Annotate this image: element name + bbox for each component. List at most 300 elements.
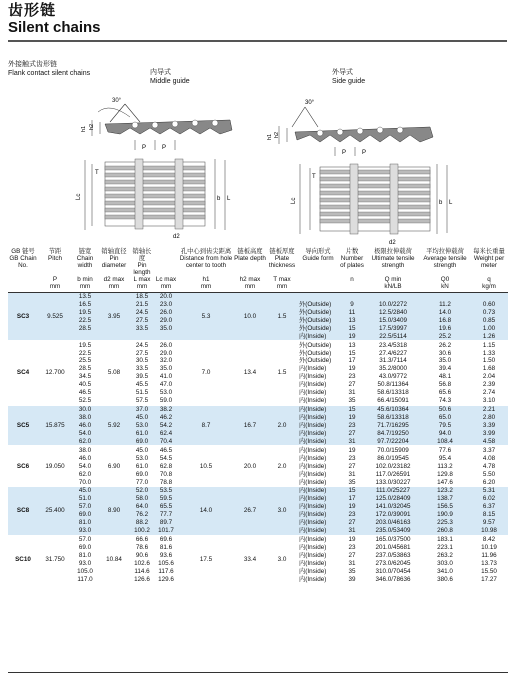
guide-form-cell: 内(Inside)	[298, 519, 338, 527]
column-header-cn: 链宽	[78, 248, 92, 255]
weight-cell: 2.80	[470, 414, 508, 422]
plates-cell: 9	[338, 301, 366, 309]
average-strength-cell: 147.6	[437, 478, 453, 486]
pin-length-l-cell: 78.6	[135, 544, 149, 552]
average-strength-cell: 65.6	[438, 389, 452, 397]
ultimate-strength-cell: 201.0/45681	[375, 544, 411, 552]
weight-cell: 1.00	[470, 324, 508, 332]
chain-width-cell: 40.5	[78, 381, 92, 389]
pin-length-l-cell: 53.0	[135, 454, 149, 462]
pin-diameter-cell: 8.90	[98, 487, 130, 536]
ultimate-strength-cell: 71.7/16295	[366, 422, 420, 430]
chain-width-cell: 38.0	[72, 414, 98, 422]
ultimate-strength-cell: 23.4/5318	[366, 341, 420, 349]
ultimate-strength-cell: 31.3/7114	[379, 357, 407, 365]
ultimate-strength-cell: 133.0/30227	[375, 478, 411, 486]
side-pitch-label-2: P	[362, 150, 367, 156]
average-strength-cell: 138.7	[420, 495, 470, 503]
plate-thickness-cell: 2.0	[266, 405, 298, 446]
h1-cell: 14.0	[178, 487, 234, 536]
pin-length-lc-cell: 29.0	[154, 316, 178, 324]
side-l-label: L	[449, 200, 453, 206]
plates-cell: 13	[338, 316, 366, 324]
pin-length-l-cell: 64.0	[130, 503, 154, 511]
column-header-cn: 节距	[48, 248, 62, 255]
side-lc-label: Lc	[291, 197, 297, 204]
plate-depth-cell: 16.7	[234, 405, 266, 446]
pin-diameter-cell: 5.92	[98, 405, 130, 446]
ultimate-strength-cell: 117.0/26591	[375, 470, 411, 478]
pin-length-l-cell: 61.0	[135, 462, 149, 470]
average-strength-cell: 35.0	[438, 357, 452, 365]
ultimate-strength-cell: 203.0/46163	[366, 519, 420, 527]
plate-thickness-cell: 1.5	[266, 341, 298, 406]
pin-length-l-cell: 88.2	[130, 519, 154, 527]
plate-thickness-cell: 1.5	[266, 292, 298, 341]
d2-label: d2	[173, 234, 180, 240]
average-strength-cell: 263.2	[437, 551, 453, 559]
plates-cell: 39	[348, 575, 356, 583]
column-unit	[8, 283, 38, 292]
average-strength-cell: 94.0	[420, 430, 470, 438]
plates-cell: 15	[338, 405, 366, 413]
average-strength-cell: 108.4	[420, 437, 470, 445]
guide-form-cell: 外(Outside)	[299, 349, 332, 357]
column-header-en: Chain width	[76, 255, 94, 270]
chain-number-cell: SC10	[8, 535, 38, 583]
average-strength-cell: 303.0	[437, 559, 453, 567]
weight-cell: 4.08	[482, 454, 496, 462]
pin-length-lc-cell: 59.0	[159, 397, 173, 405]
page-title-en: Silent chains	[8, 19, 101, 36]
column-header-en: GB Chain No.	[9, 255, 37, 270]
chain-width-cell	[72, 332, 98, 340]
pin-length-lc-cell: 105.6	[158, 559, 174, 567]
guide-form-cell: 内(Inside)	[299, 575, 327, 583]
column-header-en: Plate thickness	[268, 255, 296, 270]
average-strength-cell: 95.4	[438, 454, 452, 462]
middle-guide-diagram	[70, 92, 250, 242]
plate-depth-cell: 13.4	[234, 341, 266, 406]
plates-cell: 19	[338, 446, 366, 454]
pin-length-l-cell: 27.5	[135, 349, 149, 357]
column-header-en: Number of plates	[340, 255, 364, 270]
pitch-label-1: P	[142, 145, 147, 151]
h1-cell: 17.5	[178, 535, 234, 583]
plates-cell: 27	[338, 430, 366, 438]
column-header-cn: 链板高度	[237, 248, 263, 255]
ultimate-strength-cell: 43.0/9772	[378, 373, 407, 381]
column-unit: mm	[72, 283, 98, 292]
subtitle	[8, 60, 90, 78]
side-angle-label: 30°	[305, 100, 315, 106]
column-header	[338, 248, 366, 276]
column-header-en: Average tensile strength	[423, 255, 467, 270]
pin-length-l-cell: 33.5	[135, 365, 149, 373]
column-header	[266, 248, 298, 276]
average-strength-cell: 380.6	[437, 575, 453, 583]
l-label: L	[227, 196, 231, 202]
average-strength-cell: 77.6	[420, 446, 470, 454]
weight-cell: 2.21	[470, 405, 508, 413]
header-unit-row	[8, 283, 508, 292]
ultimate-strength-cell: 111.0/25227	[366, 487, 420, 495]
column-unit: mm	[234, 283, 266, 292]
column-unit: kg/m	[470, 283, 508, 292]
pin-length-l-cell: 45.5	[135, 381, 149, 389]
guide-form-cell: 内(Inside)	[298, 430, 338, 438]
chain-width-cell: 46.5	[78, 389, 92, 397]
column-unit: mm	[38, 283, 72, 292]
guide-form-cell: 内(Inside)	[298, 527, 338, 535]
plates-cell: 19	[338, 503, 366, 511]
column-symbol: Q0	[420, 276, 470, 283]
pin-length-l-cell: 24.5	[130, 341, 154, 349]
spec-table	[8, 248, 508, 583]
average-strength-cell	[420, 292, 470, 300]
weight-cell: 1.50	[482, 357, 496, 365]
weight-cell: 2.74	[482, 389, 496, 397]
weight-cell: 17.27	[481, 575, 497, 583]
ultimate-strength-cell: 50.8/11364	[377, 381, 409, 389]
page-title-cn: 齿形链	[8, 2, 57, 19]
weight-cell: 8.42	[470, 535, 508, 543]
weight-cell: 4.58	[470, 437, 508, 445]
table-bottom-border	[8, 672, 508, 673]
plates-cell: 19	[338, 332, 366, 340]
weight-cell: 1.26	[470, 332, 508, 340]
pin-length-l-cell: 51.5	[135, 389, 149, 397]
pin-length-lc-cell: 53.5	[154, 487, 178, 495]
column-unit	[338, 283, 366, 292]
pin-length-lc-cell: 41.0	[159, 373, 173, 381]
plates-cell: 31	[338, 437, 366, 445]
pin-length-l-cell: 57.5	[135, 397, 149, 405]
pin-length-lc-cell: 93.6	[159, 551, 173, 559]
table-body	[8, 292, 508, 583]
plate-thickness-cell: 3.0	[266, 487, 298, 536]
chain-width-cell: 81.0	[78, 551, 92, 559]
guide-form-cell: 内(Inside)	[298, 446, 338, 454]
ultimate-strength-cell: 235.0/53409	[366, 527, 420, 535]
guide-form-cell: 内(Inside)	[298, 503, 338, 511]
weight-cell: 1.15	[470, 341, 508, 349]
pitch-cell: 9.525	[38, 292, 72, 341]
pin-length-l-cell: 37.0	[130, 405, 154, 413]
guide-form-cell: 内(Inside)	[299, 551, 327, 559]
ultimate-strength-cell: 97.7/22204	[366, 437, 420, 445]
weight-cell: 15.50	[481, 567, 497, 575]
ultimate-strength-cell: 58.6/13318	[366, 414, 420, 422]
pin-length-lc-cell: 59.5	[154, 495, 178, 503]
plates-cell	[338, 292, 366, 300]
pin-diameter-cell: 10.84	[98, 535, 130, 583]
column-symbol: h1	[178, 276, 234, 283]
h2-label: h2	[89, 123, 95, 130]
side-guide-label-cn: 外导式	[332, 69, 353, 76]
pin-length-l-cell: 100.2	[130, 527, 154, 535]
column-symbol: Q min	[366, 276, 420, 283]
pin-length-lc-cell: 117.6	[158, 567, 174, 575]
chain-width-cell: 69.0	[72, 511, 98, 519]
chain-width-cell: 69.0	[78, 544, 92, 552]
average-strength-cell: 19.6	[420, 324, 470, 332]
guide-form-cell: 内(Inside)	[298, 332, 338, 340]
title-block	[8, 2, 101, 36]
chain-width-cell: 46.0	[78, 454, 92, 462]
column-unit: mm	[178, 283, 234, 292]
column-header-en: Pin diameter	[101, 255, 127, 270]
weight-cell: 5.50	[482, 470, 496, 478]
weight-cell: 3.37	[470, 446, 508, 454]
chain-width-cell: 52.5	[78, 397, 92, 405]
pin-length-lc-cell: 46.2	[154, 414, 178, 422]
average-strength-cell: 113.2	[437, 462, 453, 470]
weight-cell: 0.85	[470, 316, 508, 324]
column-header-en: Guide form	[302, 255, 334, 263]
pin-length-lc-cell: 53.0	[159, 389, 173, 397]
column-header-cn: 极限拉伸载荷	[374, 248, 412, 255]
weight-cell: 3.10	[482, 397, 496, 405]
guide-form-cell: 内(Inside)	[299, 365, 327, 373]
pin-length-l-cell: 24.5	[130, 308, 154, 316]
plates-cell: 23	[348, 454, 356, 462]
guide-form-cell: 内(Inside)	[298, 495, 338, 503]
plates-cell: 27	[348, 381, 356, 389]
pin-length-l-cell: 126.6	[134, 575, 150, 583]
pin-length-l-cell: 114.6	[134, 567, 150, 575]
weight-cell: 3.99	[470, 430, 508, 438]
pin-length-l-cell: 18.5	[130, 292, 154, 300]
average-strength-cell: 183.1	[420, 535, 470, 543]
guide-form-cell: 内(Inside)	[298, 437, 338, 445]
plates-cell: 11	[338, 308, 366, 316]
plates-cell: 31	[348, 389, 356, 397]
pin-length-lc-cell: 29.0	[159, 349, 173, 357]
chain-width-cell: 51.0	[72, 495, 98, 503]
plates-cell: 19	[348, 365, 356, 373]
pin-length-l-cell: 69.0	[130, 437, 154, 445]
middle-guide-label-cn: 内导式	[150, 69, 171, 76]
plates-cell: 19	[338, 414, 366, 422]
chain-width-cell: 16.5	[72, 301, 98, 309]
weight-cell: 6.20	[482, 478, 496, 486]
pin-length-l-cell: 53.0	[130, 422, 154, 430]
average-strength-cell: 129.8	[437, 470, 453, 478]
pin-length-lc-cell: 81.6	[159, 544, 173, 552]
column-header-cn: GB 链号	[11, 248, 35, 255]
guide-form-cell: 内(Inside)	[299, 478, 327, 486]
average-strength-cell: 26.2	[420, 341, 470, 349]
chain-width-cell: 34.5	[78, 373, 92, 381]
pitch-cell: 12.700	[38, 341, 72, 406]
pin-length-lc-cell: 70.8	[159, 470, 173, 478]
chain-plates-top-view	[105, 159, 205, 229]
column-header	[154, 248, 178, 276]
average-strength-cell: 56.8	[438, 381, 452, 389]
title-divider	[8, 40, 507, 42]
plate-depth-cell: 20.0	[234, 446, 266, 487]
pin-length-l-cell: 21.5	[130, 301, 154, 309]
pin-length-lc-cell: 35.0	[154, 324, 178, 332]
ultimate-strength-cell: 17.5/3997	[366, 324, 420, 332]
pin-length-lc-cell: 129.6	[158, 575, 174, 583]
guide-form-cell: 内(Inside)	[299, 381, 327, 389]
side-guide-diagram	[265, 92, 455, 247]
guide-form-cell: 内(Inside)	[298, 405, 338, 413]
chain-width-cell: 62.0	[78, 470, 92, 478]
column-header	[8, 248, 38, 276]
ultimate-strength-cell: 15.0/3409	[366, 316, 420, 324]
table-row	[8, 446, 508, 454]
plates-cell: 17	[348, 357, 356, 365]
pin-length-lc-cell: 77.7	[154, 511, 178, 519]
average-strength-cell: 223.1	[437, 544, 453, 552]
column-symbol	[298, 276, 338, 283]
ultimate-strength-cell: 237.0/53863	[375, 551, 411, 559]
pin-length-l-cell: 39.5	[135, 373, 149, 381]
plates-cell: 19	[338, 535, 366, 543]
chain-width-cell: 45.0	[72, 487, 98, 495]
pin-length-l-cell: 58.0	[130, 495, 154, 503]
chain-number-cell: SC6	[8, 446, 38, 487]
pin-length-lc-cell	[154, 332, 178, 340]
plates-cell: 31	[348, 559, 356, 567]
pin-length-l-cell: 33.5	[130, 324, 154, 332]
side-h2-label: h2	[274, 131, 280, 138]
chain-width-cell: 81.0	[72, 519, 98, 527]
pin-length-lc-cell: 89.7	[154, 519, 178, 527]
weight-cell: 0.73	[470, 308, 508, 316]
plates-cell: 15	[338, 324, 366, 332]
plates-cell: 23	[338, 511, 366, 519]
plates-cell: 35	[348, 567, 356, 575]
plates-cell: 15	[348, 349, 356, 357]
chain-width-cell: 28.5	[78, 365, 92, 373]
guide-form-cell: 内(Inside)	[298, 414, 338, 422]
chain-width-cell: 19.5	[72, 341, 98, 349]
plates-cell: 31	[338, 527, 366, 535]
column-header-cn: 销轴长度	[132, 248, 152, 263]
plates-cell: 17	[338, 495, 366, 503]
average-strength-cell: 260.8	[420, 527, 470, 535]
column-symbol: q	[470, 276, 508, 283]
h1-cell: 5.3	[178, 292, 234, 341]
ultimate-strength-cell: 165.0/37500	[366, 535, 420, 543]
h1-cell: 8.7	[178, 405, 234, 446]
column-header	[366, 248, 420, 276]
column-header	[38, 248, 72, 276]
weight-cell: 1.33	[482, 349, 496, 357]
chain-width-cell: 13.5	[72, 292, 98, 300]
average-strength-cell: 11.2	[420, 301, 470, 309]
average-strength-cell: 123.2	[420, 487, 470, 495]
column-unit: kN/LB	[366, 283, 420, 292]
column-header-en: Plate depth	[234, 255, 266, 263]
subtitle-cn: 外接触式齿形链	[8, 61, 57, 68]
ultimate-strength-cell: 125.0/28409	[366, 495, 420, 503]
weight-cell: 6.37	[470, 503, 508, 511]
column-symbol: n	[338, 276, 366, 283]
table-row	[8, 535, 508, 543]
plate-thickness-cell: 2.0	[266, 446, 298, 487]
pin-diameter-cell: 5.08	[98, 341, 130, 406]
side-h1-label: h1	[267, 133, 273, 140]
guide-form-cell: 内(Inside)	[298, 535, 338, 543]
column-header	[72, 248, 98, 276]
chain-width-cell: 93.0	[78, 559, 92, 567]
h1-cell: 7.0	[178, 341, 234, 406]
column-unit: mm	[266, 283, 298, 292]
pin-length-l-cell: 30.5	[135, 357, 149, 365]
chain-width-cell: 28.5	[72, 324, 98, 332]
angle-label: 30°	[112, 98, 122, 104]
average-strength-cell: 30.6	[438, 349, 452, 357]
side-chain-plates-side-view	[295, 127, 433, 142]
column-symbol: Lc max	[155, 276, 177, 284]
ultimate-strength-cell: 346.0/78636	[375, 575, 411, 583]
average-strength-cell: 79.5	[420, 422, 470, 430]
plates-cell: 13	[338, 341, 366, 349]
chain-width-cell: 22.5	[78, 349, 92, 357]
chain-width-cell: 57.0	[72, 535, 98, 543]
column-symbol: P	[38, 276, 72, 283]
pin-length-lc-cell: 101.7	[154, 527, 178, 535]
weight-cell: 10.98	[470, 527, 508, 535]
pin-length-lc-cell: 62.4	[154, 430, 178, 438]
column-header	[470, 248, 508, 276]
ultimate-strength-cell: 27.4/6227	[378, 349, 407, 357]
column-header	[178, 248, 234, 276]
chain-width-cell: 38.0	[72, 446, 98, 454]
pitch-label-2: P	[162, 145, 167, 151]
header-symbol-row	[8, 276, 508, 283]
plates-cell: 35	[348, 478, 356, 486]
weight-cell: 3.39	[470, 422, 508, 430]
chain-width-cell: 54.0	[78, 462, 92, 470]
guide-form-cell: 内(Inside)	[299, 567, 327, 575]
guide-form-cell: 外(Outside)	[298, 324, 338, 332]
weight-cell: 1.68	[482, 365, 496, 373]
column-header-cn: 片数	[345, 248, 359, 255]
average-strength-cell: 16.8	[420, 316, 470, 324]
chain-width-cell: 70.0	[78, 478, 92, 486]
weight-cell: 5.31	[470, 487, 508, 495]
side-t-label: T	[312, 174, 316, 180]
side-pitch-label-1: P	[342, 150, 347, 156]
average-strength-cell: 50.6	[420, 405, 470, 413]
column-header	[420, 248, 470, 276]
column-header-en: Pin length	[133, 262, 151, 277]
b-label: b	[217, 196, 221, 202]
chain-number-cell: SC8	[8, 487, 38, 536]
ultimate-strength-cell: 84.7/19250	[366, 430, 420, 438]
ultimate-strength-cell: 273.0/62045	[375, 559, 411, 567]
average-strength-cell: 39.4	[438, 365, 452, 373]
table-row	[8, 341, 508, 349]
ultimate-strength-cell: 10.0/2272	[366, 301, 420, 309]
column-header-cn: 每米长重量	[473, 248, 505, 255]
guide-form-cell: 内(Inside)	[298, 422, 338, 430]
pin-length-l-cell: 45.0	[130, 446, 154, 454]
pin-length-l-cell: 76.2	[130, 511, 154, 519]
column-unit: mm	[130, 283, 154, 292]
weight-cell: 4.78	[482, 462, 496, 470]
ultimate-strength-cell: 86.0/19545	[377, 454, 409, 462]
column-unit	[298, 283, 338, 292]
pitch-cell: 15.875	[38, 405, 72, 446]
weight-cell: 11.96	[481, 551, 497, 559]
